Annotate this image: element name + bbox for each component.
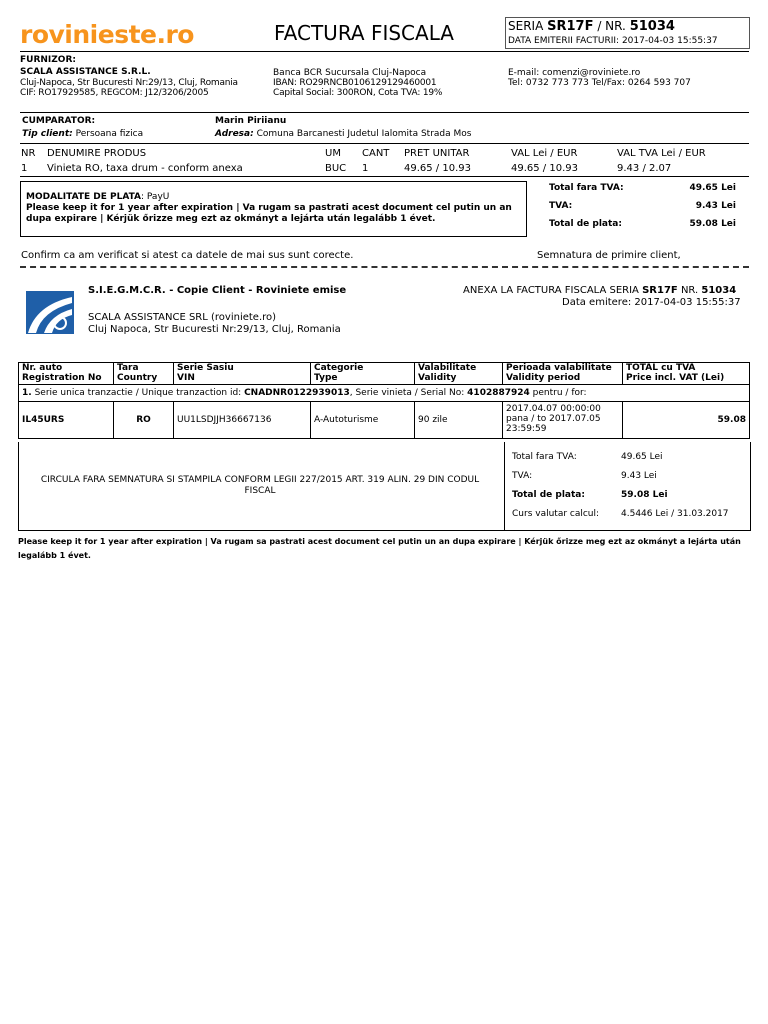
- invoice-title: FACTURA FISCALA: [274, 21, 454, 45]
- issue-date-label: DATA EMITERII FACTURII:: [508, 36, 620, 46]
- transaction-nr: 1.: [22, 388, 32, 398]
- siegmcr-logo-icon: [26, 291, 74, 334]
- annex-org: S.I.E.G.M.C.R. - Copie Client - Roviniete emise: [88, 285, 347, 296]
- roviniete-logo: [20, 20, 194, 49]
- payment-method-value: : PayU: [141, 192, 170, 202]
- reg-period: 2017.04.07 00:00:00 pana / to 2017.07.05 23:59:59: [503, 402, 623, 439]
- reg-col-validity: Valabilitate Validity: [415, 363, 503, 385]
- buyer-name: Marin Piriianu: [215, 116, 287, 126]
- series-value: SR17F: [547, 19, 594, 34]
- transaction-row: [19, 385, 750, 402]
- item-value: 49.65 / 10.93: [511, 163, 578, 174]
- total-vat-label: TVA:: [549, 201, 573, 211]
- item-qty: 1: [362, 163, 369, 174]
- annex-vat-value: 9.43 Lei: [621, 471, 657, 481]
- reg-type: A-Autoturisme: [311, 402, 415, 439]
- col-header-product: DENUMIRE PRODUS: [47, 148, 147, 159]
- transaction-text-1: Serie unica tranzactie / Unique tranzaction id:: [34, 388, 242, 398]
- reg-col-country: Tara Country: [114, 363, 174, 385]
- supplier-capital: Capital Social: 300RON, Cota TVA: 19%: [273, 88, 443, 98]
- cut-line: [20, 266, 749, 268]
- total-net-label: Total fara TVA:: [549, 183, 624, 193]
- annex-vat-label: TVA:: [512, 471, 533, 481]
- annex-total-value: 59.08 Lei: [621, 490, 668, 500]
- annex-title: [463, 285, 736, 296]
- transaction-text-3: pentru / for:: [532, 388, 587, 398]
- item-vat: 9.43 / 2.07: [617, 163, 672, 174]
- buyer-address-value: Comuna Barcanesti Judetul Ialomita Strada Mos: [256, 129, 472, 139]
- buyer-box: [20, 112, 749, 144]
- supplier-label: FURNIZOR:: [20, 55, 76, 65]
- payment-note: Please keep it for 1 year after expiration | Va rugam sa pastrati acest document cel putin un an dupa expirare | Kérjük őrizze meg ezt az okmányt a lejárta után legalább 1 évet.: [26, 203, 512, 224]
- supplier-address: Cluj-Napoca, Str Bucuresti Nr:29/13, Cluj, Romania: [20, 78, 238, 88]
- reg-plate: IL45URS: [19, 402, 114, 439]
- annex-nr-label: NR.: [680, 285, 699, 296]
- annex-nr: 51034: [701, 285, 737, 296]
- reg-col-period: Perioada valabilitate Validity period: [503, 363, 623, 385]
- table-row: [19, 402, 750, 439]
- exchange-rate-value: 4.5446 Lei / 31.03.2017: [621, 509, 729, 519]
- annex-address: Cluj Napoca, Str Bucuresti Nr:29/13, Cluj, Romania: [88, 324, 341, 335]
- client-signature-label: Semnatura de primire client,: [537, 250, 681, 261]
- reg-col-type: Categorie Type: [311, 363, 415, 385]
- transaction-id: CNADNR0122939013: [244, 388, 350, 398]
- supplier-cif: CIF: RO17929585, REGCOM: J12/3206/2005: [20, 88, 209, 98]
- issue-date-value: 2017-04-03 15:55:37: [621, 36, 718, 46]
- series-label: SERIA: [508, 19, 544, 33]
- item-unit-price: 49.65 / 10.93: [404, 163, 471, 174]
- payment-method-label: MODALITATE DE PLATA: [26, 192, 142, 202]
- annex-date-value: 2017-04-03 15:55:37: [634, 297, 741, 308]
- total-vat-value: 9.43 Lei: [695, 201, 736, 211]
- col-header-unit-price: PRET UNITAR: [404, 148, 470, 159]
- annex-total-label: Total de plata:: [512, 490, 585, 500]
- issue-date: [508, 36, 718, 46]
- annex-company: SCALA ASSISTANCE SRL (roviniete.ro): [88, 312, 277, 323]
- annex-net-label: Total fara TVA:: [512, 452, 577, 462]
- client-type-value: Persoana fizica: [75, 129, 144, 139]
- col-header-um: UM: [325, 148, 341, 159]
- supplier-phone: Tel: 0732 773 773 Tel/Fax: 0264 593 707: [508, 78, 691, 88]
- items-divider: [20, 176, 749, 177]
- reg-col-total: TOTAL cu TVA Price incl. VAT (Lei): [623, 363, 750, 385]
- supplier-email: E-mail: comenzi@roviniete.ro: [508, 68, 641, 78]
- nr-value: 51034: [629, 19, 675, 34]
- client-type-label: Tip client:: [22, 129, 73, 139]
- payment-method: [26, 192, 521, 203]
- col-header-vat: VAL TVA Lei / EUR: [617, 148, 706, 159]
- col-header-qty: CANT: [362, 148, 390, 159]
- reg-country: RO: [114, 402, 174, 439]
- buyer-address: [215, 129, 471, 139]
- payment-info: [26, 192, 521, 225]
- annex-net-value: 49.65 Lei: [621, 452, 663, 462]
- annex-series: SR17F: [642, 285, 678, 296]
- col-header-value: VAL Lei / EUR: [511, 148, 578, 159]
- exchange-rate-label: Curs valutar calcul:: [512, 509, 600, 519]
- nr-label: / NR.: [597, 19, 626, 33]
- supplier-name: SCALA ASSISTANCE S.R.L.: [20, 67, 151, 77]
- reg-validity: 90 zile: [415, 402, 503, 439]
- total-due-value: 59.08 Lei: [689, 219, 736, 229]
- item-um: BUC: [325, 163, 347, 174]
- vignette-serial: 4102887924: [467, 388, 530, 398]
- confirmation-text: Confirm ca am verificat si atest ca datele de mai sus sunt corecte.: [21, 250, 354, 261]
- item-nr: 1: [21, 163, 28, 174]
- legal-notice: CIRCULA FARA SEMNATURA SI STAMPILA CONFORM LEGII 227/2015 ART. 319 ALIN. 29 DIN CODUL FISCAL: [40, 475, 480, 496]
- item-product: Vinieta RO, taxa drum - conform anexa: [47, 163, 243, 174]
- reg-col-vin: Serie Sasiu VIN: [174, 363, 311, 385]
- buyer-address-label: Adresa:: [215, 129, 254, 139]
- logo-text: rovinieste.ro: [20, 20, 194, 49]
- transaction-text-2: , Serie vinieta / Serial No:: [349, 388, 465, 398]
- buyer-label: CUMPARATOR:: [22, 116, 96, 126]
- col-header-nr: NR: [21, 148, 36, 159]
- total-net-value: 49.65 Lei: [689, 183, 736, 193]
- registration-header-row: [19, 363, 750, 385]
- reg-vin: UU1LSDJJH36667136: [174, 402, 311, 439]
- client-type: [22, 129, 143, 139]
- total-due-label: Total de plata:: [549, 219, 622, 229]
- supplier-iban: IBAN: RO29RNCB0106129129460001: [273, 78, 437, 88]
- header-divider: [20, 51, 749, 52]
- annex-title-prefix: ANEXA LA FACTURA FISCALA SERIA: [463, 285, 639, 296]
- supplier-bank: Banca BCR Sucursala Cluj-Napoca: [273, 68, 427, 78]
- footer-note: Please keep it for 1 year after expiration | Va rugam sa pastrati acest document cel putin un an dupa expirare | Kérjük őrizze meg ezt az okmányt a lejárta után legalább 1 évet.: [18, 537, 741, 560]
- annex-date: [562, 297, 741, 308]
- reg-total: 59.08: [623, 402, 750, 439]
- series-line: [508, 19, 675, 34]
- reg-col-plate: Nr. auto Registration No: [19, 363, 114, 385]
- registration-table: [18, 362, 749, 439]
- annex-date-label: Data emitere:: [562, 297, 632, 308]
